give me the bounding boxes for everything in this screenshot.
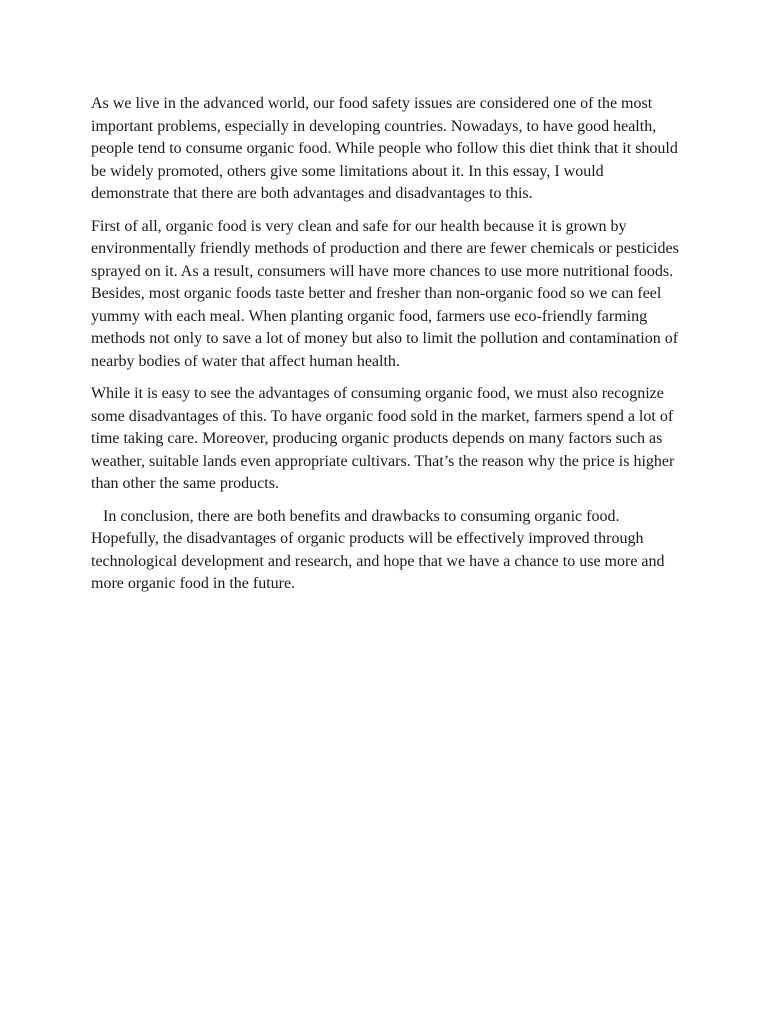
paragraph-advantages: First of all, organic food is very clean and safe for our health because it is grown by environmentally friendly methods of production and there are fewer chemicals or pesticides sprayed on it. As a result, consumers will have more chances to use more nutritional foods. Besides, most organic foods taste better and fresher than non-organic food so we can feel yummy with each meal. When planting organic food, farmers use eco-friendly farming methods not only to save a lot of money but also to limit the pollution and contamination of nearby bodies of water that affect human health. [91,217,679,370]
paragraph-conclusion: In conclusion, there are both benefits and drawbacks to consuming organic food. Hopefully, the disadvantages of organic products will be effectively improved through technological development and research, and hope that we have a chance to use more and more organic food in the future. [91,507,665,592]
essay-body [91,93,683,606]
paragraph-introduction: As we live in the advanced world, our food safety issues are considered one of the most important problems, especially in developing countries. Nowadays, to have good health, people tend to consume organic food. While people who follow this diet think that it should be widely promoted, others give some limitations about it. In this essay, I would demonstrate that there are both advantages and disadvantages to this. [91,95,678,202]
paragraph-disadvantages: While it is easy to see the advantages of consuming organic food, we must also recognize some disadvantages of this. To have organic food sold in the market, farmers spend a lot of time taking care. Moreover, producing organic products depends on many factors such as weather, suitable lands even appropriate cultivars. That’s the reason why the price is higher than other the same products. [91,385,675,492]
